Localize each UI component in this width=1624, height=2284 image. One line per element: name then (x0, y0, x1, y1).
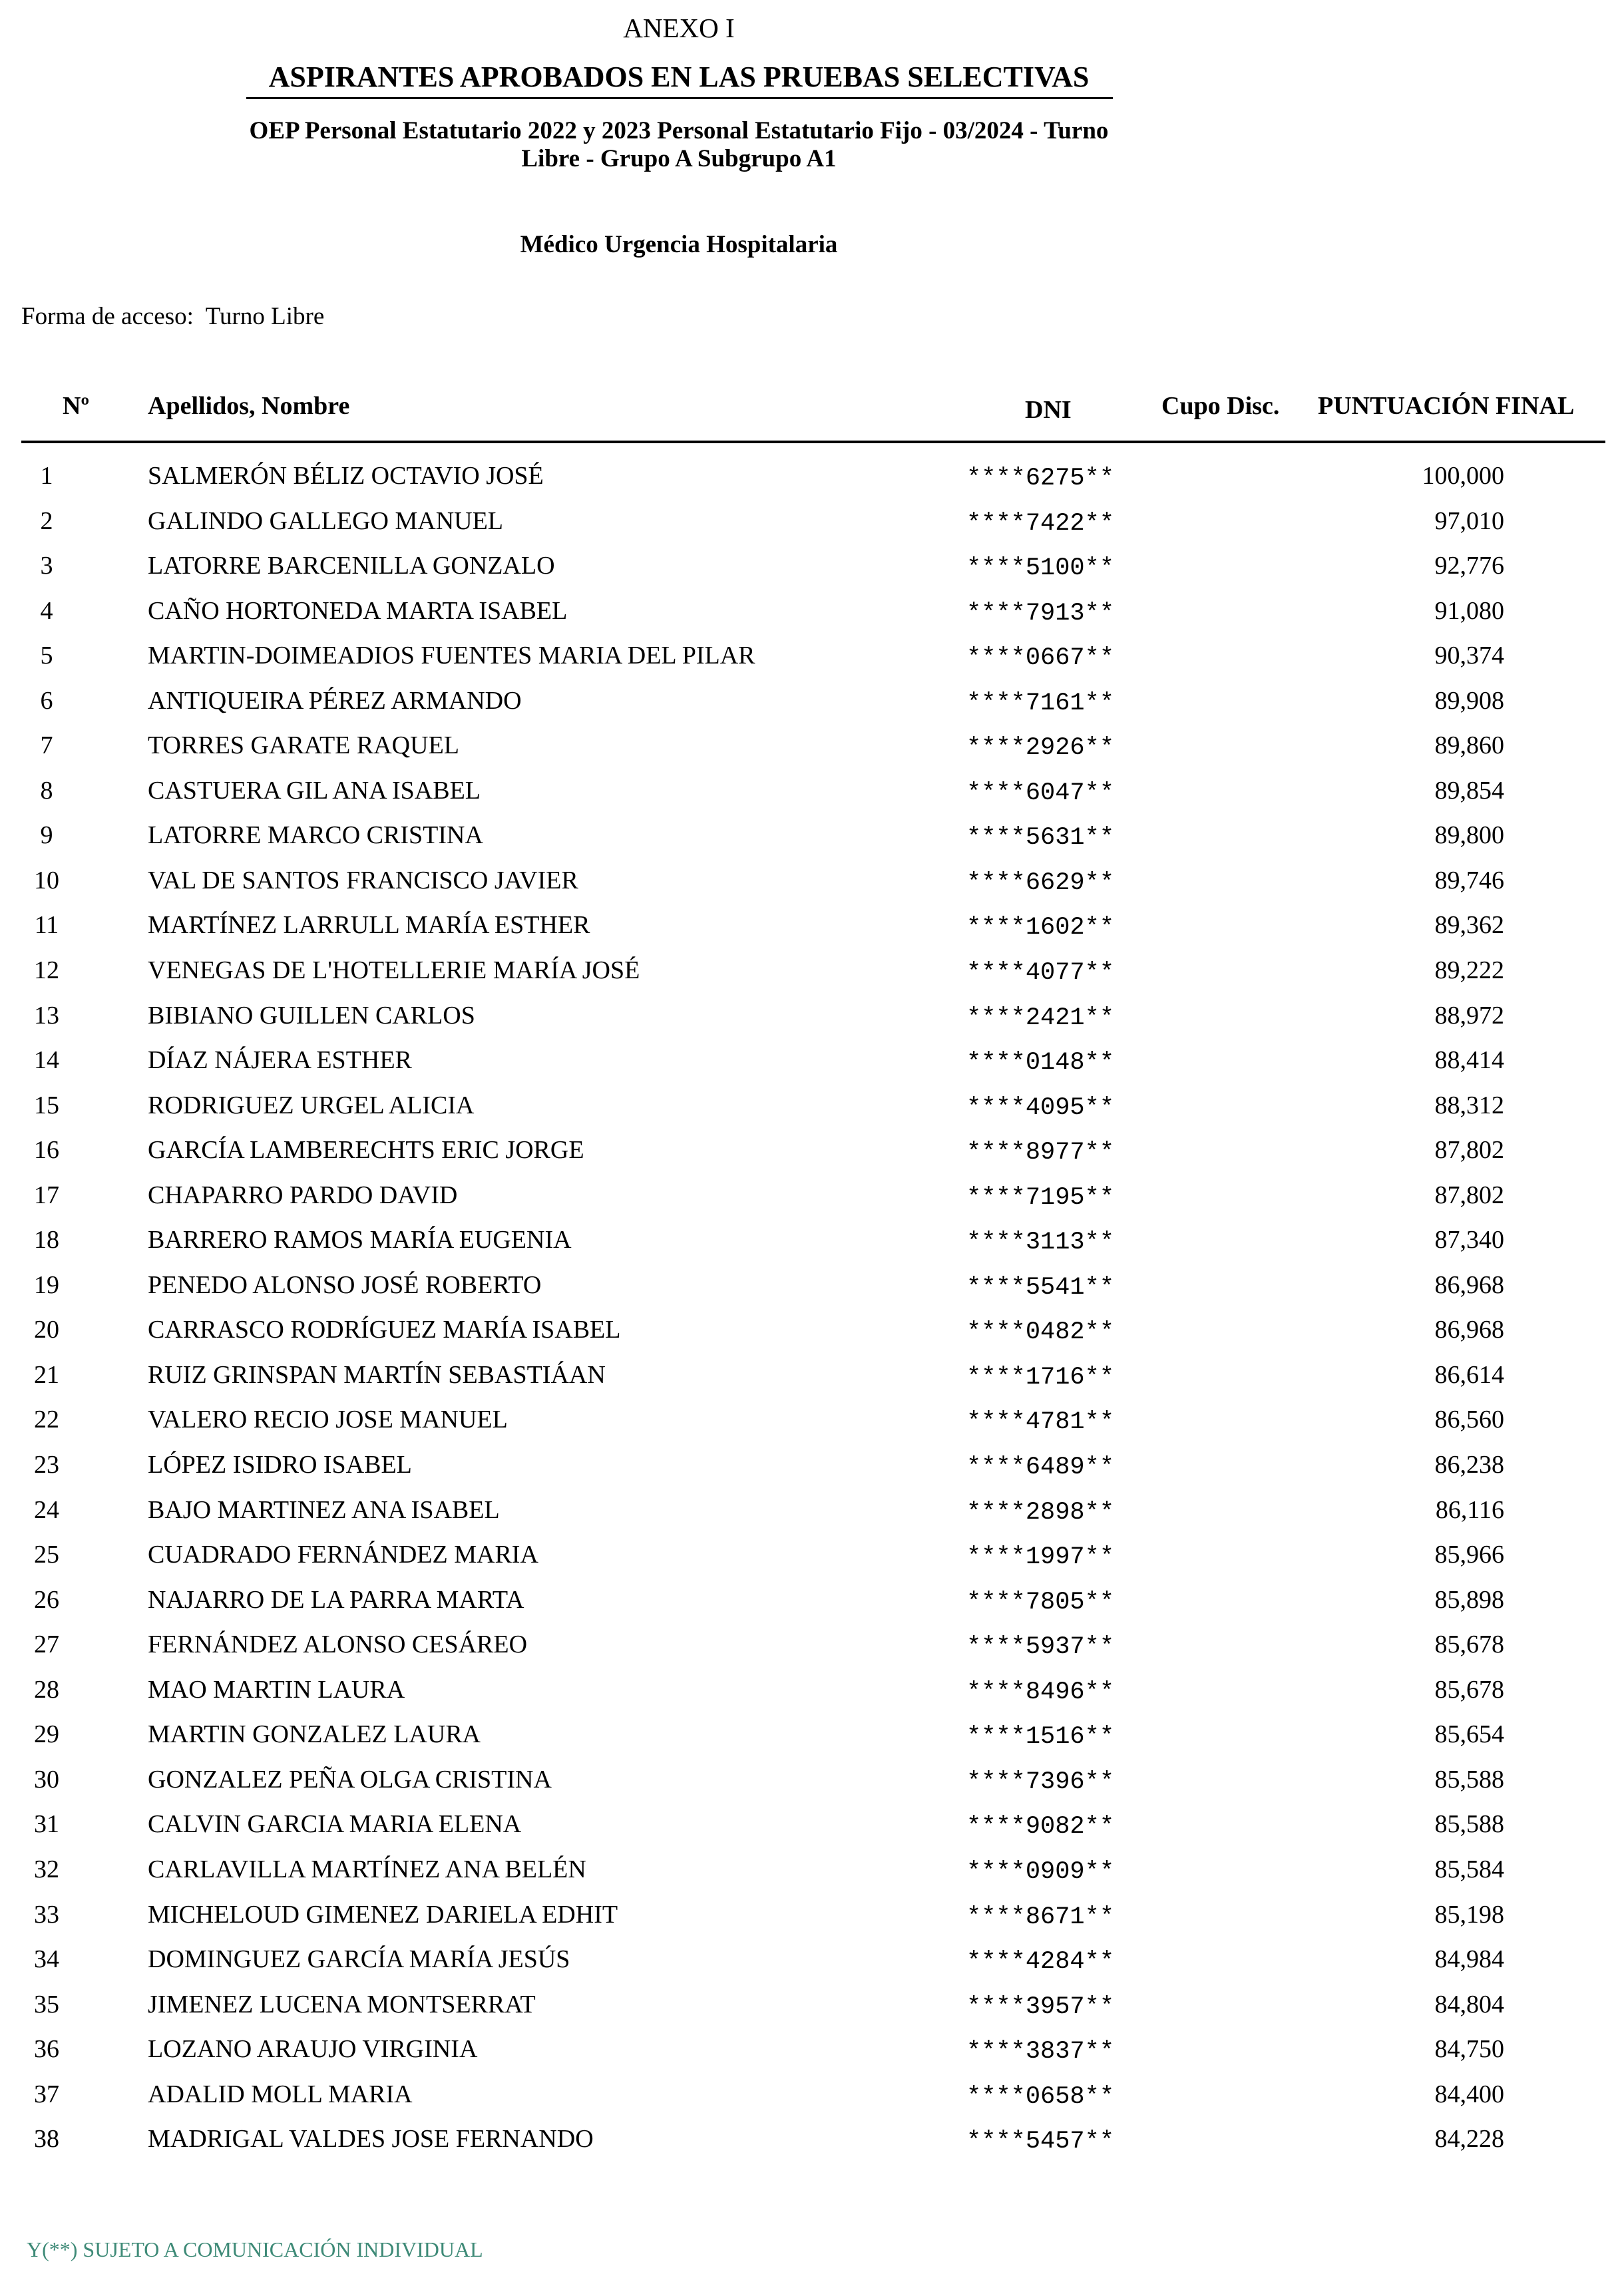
row-number: 5 (40, 642, 53, 670)
row-dni: ****8671** (966, 1903, 1115, 1931)
row-dni: ****7195** (966, 1183, 1115, 1212)
row-score: 90,374 (1434, 642, 1504, 670)
row-score: 85,678 (1434, 1675, 1504, 1704)
row-name: TORRES GARATE RAQUEL (148, 731, 459, 760)
row-score: 84,984 (1434, 1945, 1504, 1974)
row-number: 6 (40, 686, 53, 715)
annex-title: ANEXO I (623, 13, 735, 43)
row-score: 85,966 (1434, 1541, 1504, 1569)
table-row (0, 684, 1624, 729)
row-number: 30 (34, 1765, 59, 1794)
row-name: MARTIN-DOIMEADIOS FUENTES MARIA DEL PILAR (148, 642, 755, 670)
row-name: RODRIGUEZ URGEL ALICIA (148, 1091, 475, 1119)
table-row (0, 1133, 1624, 1179)
row-number: 11 (34, 911, 59, 940)
row-dni: ****7161** (966, 689, 1115, 717)
row-number: 4 (40, 596, 53, 625)
row-score: 89,222 (1434, 956, 1504, 985)
table-row (0, 2122, 1624, 2168)
row-number: 23 (34, 1451, 59, 1479)
row-dni: ****7805** (966, 1588, 1115, 1617)
row-score: 87,802 (1434, 1136, 1504, 1165)
row-dni: ****3837** (966, 2038, 1115, 2066)
row-dni: ****5457** (966, 2128, 1115, 2156)
row-dni: ****4284** (966, 1948, 1115, 1977)
row-score: 87,802 (1434, 1181, 1504, 1209)
row-name: VAL DE SANTOS FRANCISCO JAVIER (148, 866, 578, 894)
row-dni: ****9082** (966, 1813, 1115, 1841)
access-label: Forma de acceso: (21, 303, 194, 330)
row-name: JIMENEZ LUCENA MONTSERRAT (148, 1990, 536, 2018)
row-dni: ****0658** (966, 2082, 1115, 2111)
row-number: 12 (34, 956, 59, 985)
row-number: 17 (34, 1181, 59, 1209)
table-row (0, 864, 1624, 909)
row-dni: ****8977** (966, 1139, 1115, 1167)
row-number: 34 (34, 1945, 59, 1974)
table-row (0, 819, 1624, 864)
row-number: 8 (40, 776, 53, 805)
row-number: 31 (34, 1810, 59, 1839)
table-row (0, 1268, 1624, 1314)
row-dni: ****0909** (966, 1857, 1115, 1886)
column-header-cupo: Cupo Disc. (1161, 392, 1280, 420)
footer-note: Y(**) SUJETO A COMUNICACIÓN INDIVIDUAL (27, 2237, 483, 2261)
row-number: 36 (34, 2035, 59, 2064)
row-number: 13 (34, 1001, 59, 1030)
row-name: MADRIGAL VALDES JOSE FERNANDO (148, 2125, 594, 2154)
row-number: 10 (34, 866, 59, 894)
row-score: 86,238 (1434, 1451, 1504, 1479)
row-number: 9 (40, 821, 53, 850)
row-score: 85,588 (1434, 1765, 1504, 1794)
row-name: GARCÍA LAMBERECHTS ERIC JORGE (148, 1136, 584, 1165)
row-dni: ****5100** (966, 554, 1115, 583)
table-row (0, 549, 1624, 594)
row-dni: ****2421** (966, 1004, 1115, 1032)
row-score: 84,400 (1434, 2080, 1504, 2108)
column-header-dni: DNI (1025, 396, 1072, 424)
row-name: BARRERO RAMOS MARÍA EUGENIA (148, 1226, 572, 1254)
row-number: 25 (34, 1541, 59, 1569)
table-row (0, 459, 1624, 504)
row-name: ADALID MOLL MARIA (148, 2080, 413, 2108)
row-number: 14 (34, 1046, 59, 1075)
row-score: 92,776 (1434, 552, 1504, 580)
row-score: 89,908 (1434, 686, 1504, 715)
table-row (0, 1988, 1624, 2033)
row-score: 88,972 (1434, 1001, 1504, 1030)
title-underline (246, 97, 1113, 99)
row-name: CAÑO HORTONEDA MARTA ISABEL (148, 596, 568, 625)
row-number: 19 (34, 1270, 59, 1299)
row-score: 84,228 (1434, 2125, 1504, 2154)
header-divider (21, 441, 1605, 443)
row-score: 85,654 (1434, 1720, 1504, 1749)
row-score: 85,198 (1434, 1900, 1504, 1929)
row-number: 16 (34, 1136, 59, 1165)
row-number: 29 (34, 1720, 59, 1749)
row-dni: ****1516** (966, 1723, 1115, 1752)
row-name: LÓPEZ ISIDRO ISABEL (148, 1451, 412, 1479)
row-score: 88,414 (1434, 1046, 1504, 1075)
row-name: CARLAVILLA MARTÍNEZ ANA BELÉN (148, 1855, 586, 1883)
table-row (0, 1808, 1624, 1853)
table-row (0, 1358, 1624, 1404)
row-dni: ****2926** (966, 734, 1115, 763)
subtitle-line-2: Libre - Grupo A Subgrupo A1 (521, 145, 837, 172)
table-row (0, 1718, 1624, 1763)
table-row (0, 908, 1624, 954)
row-score: 89,800 (1434, 821, 1504, 850)
row-name: GALINDO GALLEGO MANUEL (148, 506, 504, 535)
row-number: 33 (34, 1900, 59, 1929)
row-name: VALERO RECIO JOSE MANUEL (148, 1406, 508, 1434)
table-row (0, 1493, 1624, 1539)
row-score: 85,588 (1434, 1810, 1504, 1839)
row-name: MAO MARTIN LAURA (148, 1675, 405, 1704)
candidates-table (0, 459, 1624, 2168)
row-number: 27 (34, 1630, 59, 1659)
table-row (0, 1089, 1624, 1134)
row-name: DOMINGUEZ GARCÍA MARÍA JESÚS (148, 1945, 570, 1974)
row-score: 91,080 (1434, 596, 1504, 625)
row-name: LATORRE MARCO CRISTINA (148, 821, 483, 850)
row-score: 86,560 (1434, 1406, 1504, 1434)
row-name: BIBIANO GUILLEN CARLOS (148, 1001, 475, 1030)
row-name: LOZANO ARAUJO VIRGINIA (148, 2035, 478, 2064)
table-row (0, 1628, 1624, 1673)
row-score: 89,854 (1434, 776, 1504, 805)
row-score: 97,010 (1434, 506, 1504, 535)
row-name: CHAPARRO PARDO DAVID (148, 1181, 458, 1209)
row-number: 2 (40, 506, 53, 535)
row-name: CASTUERA GIL ANA ISABEL (148, 776, 481, 805)
row-score: 86,968 (1434, 1316, 1504, 1344)
row-dni: ****6275** (966, 465, 1115, 492)
table-row (0, 1943, 1624, 1988)
row-score: 85,584 (1434, 1855, 1504, 1883)
table-row (0, 2078, 1624, 2123)
row-number: 22 (34, 1406, 59, 1434)
row-number: 26 (34, 1585, 59, 1614)
row-name: DÍAZ NÁJERA ESTHER (148, 1046, 412, 1075)
row-name: MARTÍNEZ LARRULL MARÍA ESTHER (148, 911, 590, 940)
row-dni: ****6489** (966, 1453, 1115, 1482)
table-row (0, 1538, 1624, 1583)
row-name: BAJO MARTINEZ ANA ISABEL (148, 1495, 500, 1524)
row-dni: ****7396** (966, 1768, 1115, 1796)
row-dni: ****5541** (966, 1273, 1115, 1302)
row-score: 84,750 (1434, 2035, 1504, 2064)
row-name: MICHELOUD GIMENEZ DARIELA EDHIT (148, 1900, 618, 1929)
row-score: 89,362 (1434, 911, 1504, 940)
row-number: 28 (34, 1675, 59, 1704)
row-number: 32 (34, 1855, 59, 1883)
document-subtitle (0, 117, 1358, 173)
row-number: 24 (34, 1495, 59, 1524)
row-dni: ****0667** (966, 644, 1115, 673)
table-row (0, 1403, 1624, 1448)
table-row (0, 594, 1624, 640)
row-dni: ****4781** (966, 1408, 1115, 1437)
table-row (0, 504, 1624, 550)
row-name: NAJARRO DE LA PARRA MARTA (148, 1585, 524, 1614)
row-name: CUADRADO FERNÁNDEZ MARIA (148, 1541, 538, 1569)
row-dni: ****6629** (966, 868, 1115, 897)
row-dni: ****7422** (966, 509, 1115, 538)
table-row (0, 1179, 1624, 1224)
row-score: 86,614 (1434, 1360, 1504, 1389)
table-row (0, 1673, 1624, 1718)
row-score: 89,860 (1434, 731, 1504, 760)
row-score: 85,898 (1434, 1585, 1504, 1614)
row-dni: ****1602** (966, 914, 1115, 942)
table-row (0, 1898, 1624, 1943)
row-score: 86,116 (1435, 1495, 1504, 1524)
column-header-name: Apellidos, Nombre (148, 392, 350, 420)
row-score: 86,968 (1434, 1270, 1504, 1299)
document-title: ASPIRANTES APROBADOS EN LAS PRUEBAS SELECTIVAS (268, 61, 1090, 93)
row-name: FERNÁNDEZ ALONSO CESÁREO (148, 1630, 528, 1659)
row-dni: ****5937** (966, 1633, 1115, 1662)
row-dni: ****1997** (966, 1543, 1115, 1572)
row-dni: ****0482** (966, 1318, 1115, 1347)
access-value: Turno Libre (205, 303, 325, 330)
table-row (0, 1763, 1624, 1808)
row-number: 18 (34, 1226, 59, 1254)
table-row (0, 1448, 1624, 1493)
row-dni: ****8496** (966, 1678, 1115, 1706)
row-score: 100,000 (1422, 462, 1504, 490)
table-row (0, 1853, 1624, 1898)
row-dni: ****3113** (966, 1229, 1115, 1257)
column-header-number: Nº (63, 392, 89, 420)
row-number: 35 (34, 1990, 59, 2018)
table-row (0, 729, 1624, 774)
row-dni: ****5631** (966, 824, 1115, 853)
row-name: CALVIN GARCIA MARIA ELENA (148, 1810, 522, 1839)
access-mode (21, 302, 324, 331)
row-number: 20 (34, 1316, 59, 1344)
row-dni: ****4077** (966, 959, 1115, 988)
row-name: SALMERÓN BÉLIZ OCTAVIO JOSÉ (148, 462, 544, 490)
row-dni: ****1716** (966, 1363, 1115, 1392)
table-row (0, 639, 1624, 684)
subtitle-line-1: OEP Personal Estatutario 2022 y 2023 Personal Estatutario Fijo - 03/2024 - Turno (249, 117, 1109, 144)
specialty-title: Médico Urgencia Hospitalaria (520, 231, 838, 258)
table-row (0, 1313, 1624, 1358)
table-row (0, 1583, 1624, 1628)
row-number: 38 (34, 2125, 59, 2154)
row-name: VENEGAS DE L'HOTELLERIE MARÍA JOSÉ (148, 956, 640, 985)
row-dni: ****3957** (966, 1993, 1115, 2021)
row-name: RUIZ GRINSPAN MARTÍN SEBASTIÁAN (148, 1360, 606, 1389)
table-row (0, 774, 1624, 819)
row-score: 85,678 (1434, 1630, 1504, 1659)
row-number: 15 (34, 1091, 59, 1119)
row-score: 87,340 (1434, 1226, 1504, 1254)
row-number: 21 (34, 1360, 59, 1389)
row-dni: ****6047** (966, 779, 1115, 807)
row-score: 84,804 (1434, 1990, 1504, 2018)
row-name: LATORRE BARCENILLA GONZALO (148, 552, 555, 580)
row-dni: ****2898** (966, 1498, 1115, 1527)
row-number: 3 (40, 552, 53, 580)
row-dni: ****7913** (966, 599, 1115, 628)
column-header-score: PUNTUACIÓN FINAL (1318, 392, 1575, 420)
table-row (0, 1044, 1624, 1089)
row-dni: ****4095** (966, 1093, 1115, 1122)
row-number: 7 (40, 731, 53, 760)
table-row (0, 954, 1624, 999)
table-row (0, 2032, 1624, 2078)
row-dni: ****0148** (966, 1049, 1115, 1077)
row-name: PENEDO ALONSO JOSÉ ROBERTO (148, 1270, 542, 1299)
table-row (0, 999, 1624, 1044)
row-score: 89,746 (1434, 866, 1504, 894)
row-number: 37 (34, 2080, 59, 2108)
row-name: GONZALEZ PEÑA OLGA CRISTINA (148, 1765, 552, 1794)
row-name: MARTIN GONZALEZ LAURA (148, 1720, 481, 1749)
row-number: 1 (40, 462, 53, 490)
row-score: 88,312 (1434, 1091, 1504, 1119)
row-name: ANTIQUEIRA PÉREZ ARMANDO (148, 686, 522, 715)
table-row (0, 1223, 1624, 1268)
row-name: CARRASCO RODRÍGUEZ MARÍA ISABEL (148, 1316, 621, 1344)
